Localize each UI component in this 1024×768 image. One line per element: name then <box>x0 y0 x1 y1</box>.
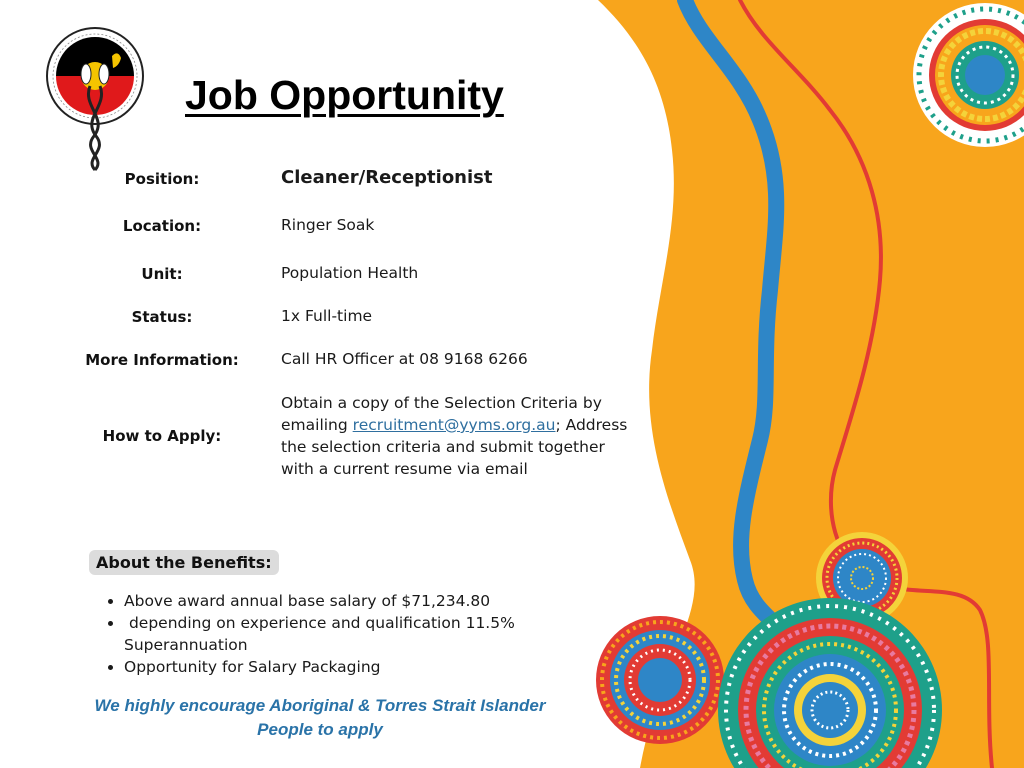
encouragement-message <box>70 694 570 742</box>
location-label: Location: <box>122 217 202 235</box>
location-value: Ringer Soak <box>281 216 375 234</box>
apply-text-before: Obtain a copy of the Selection Criteria by emailing <box>281 394 602 434</box>
benefit-item: • Opportunity for Salary Packaging <box>124 656 544 678</box>
unit-label: Unit: <box>141 265 183 283</box>
benefit-item: • Above award annual base salary of $71,234.80 <box>124 590 544 612</box>
dot-circle-bottom-left <box>596 616 724 744</box>
status-label: Status: <box>131 308 193 326</box>
recruitment-email-link[interactable]: recruitment@yyms.org.au <box>352 416 556 434</box>
status-value: 1x Full-time <box>281 307 373 325</box>
how-to-apply-text <box>281 392 631 480</box>
position-value: Cleaner/Receptionist <box>281 167 493 188</box>
unit-value: Population Health <box>281 264 419 282</box>
organisation-logo <box>42 26 148 172</box>
page-title: Job Opportunity <box>185 72 504 118</box>
apply-text-after: ; Address the selection criteria and submit together with a current resume via email <box>281 416 628 478</box>
more-information-value: Call HR Officer at 08 9168 6266 <box>281 350 528 368</box>
encouragement-line-1: We highly encourage Aboriginal & Torres Strait Islander <box>94 696 546 715</box>
benefits-heading: About the Benefits: <box>89 550 279 575</box>
more-information-label: More Information: <box>85 351 239 369</box>
position-label: Position: <box>124 170 200 188</box>
benefit-item: • depending on experience and qualification 11.5% Superannuation <box>124 612 544 656</box>
encouragement-line-2: People to apply <box>257 720 383 739</box>
benefits-list <box>102 590 544 678</box>
how-to-apply-label: How to Apply: <box>102 427 222 445</box>
